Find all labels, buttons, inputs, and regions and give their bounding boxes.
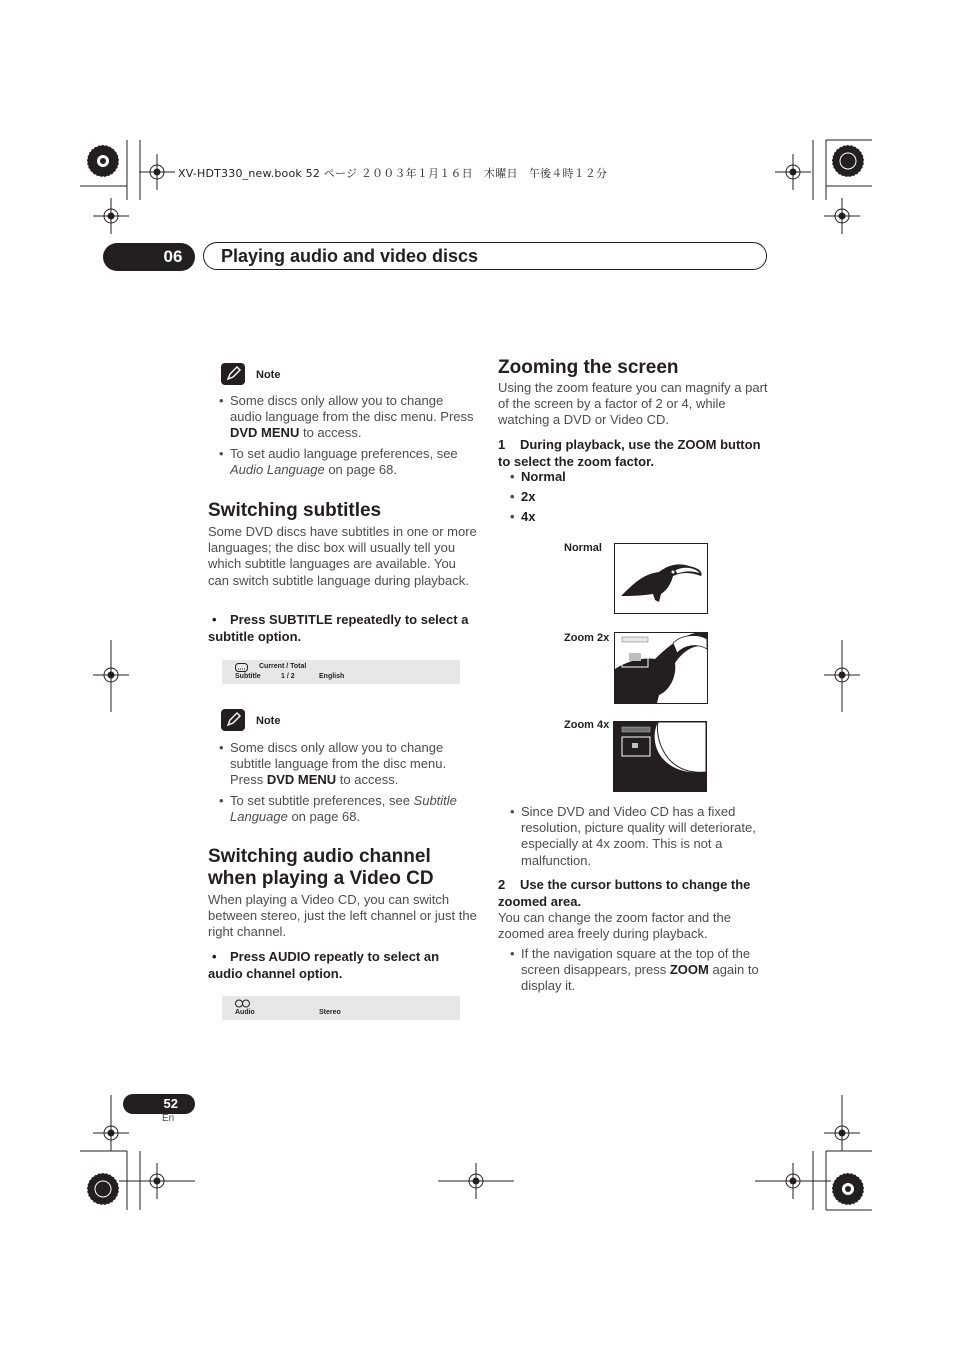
figure-label: Zoom 4x xyxy=(564,719,610,731)
step-instruction: • Press AUDIO repeatly to select an audio channel option. xyxy=(208,949,440,981)
note-list xyxy=(208,740,474,829)
zoom-tip-item: • If the navigation square at the top of the screen disappears, press ZOOM again to display it. xyxy=(499,946,769,995)
osd-value: English xyxy=(319,673,345,680)
zoom-factor-item: • Normal xyxy=(499,469,699,486)
note-label: Note xyxy=(256,715,281,727)
osd-label: Audio xyxy=(235,1009,255,1016)
note-pencil-icon xyxy=(221,709,245,731)
chapter-title: Playing audio and video discs xyxy=(221,246,479,266)
osd-label: Subtitle xyxy=(235,673,261,680)
zoom-factor-list xyxy=(499,469,699,529)
osd-value: Stereo xyxy=(319,1009,341,1016)
figure-label: Zoom 2x xyxy=(564,632,610,644)
zoom-note-item: • Since DVD and Video CD has a fixed resolution, picture quality will deteriorate, especially at 4x zoom. This is not a malfunction. xyxy=(499,804,769,869)
print-slug: XV-HDT330_new.book 52 ページ ２００３年１月１６日 木曜日 午後４時１２分 xyxy=(178,167,608,180)
note-pencil-icon xyxy=(221,363,245,385)
note-item: • To set subtitle preferences, see Subtitle Language on page 68. xyxy=(208,793,474,825)
section-body: You can change the zoom factor and the zoomed area freely during playback. xyxy=(498,910,731,942)
note-item: • Some discs only allow you to change audio language from the disc menu. Press DVD MENU to access. xyxy=(208,393,474,442)
page-language: En xyxy=(162,1113,175,1124)
step-instruction: 2 Use the cursor buttons to change the zoomed area. xyxy=(498,877,751,909)
osd-count: 1 / 2 xyxy=(281,673,295,680)
chapter-number-tab: 06 xyxy=(103,243,195,271)
step-instruction: • Press SUBTITLE repeatedly to select a subtitle option. xyxy=(208,612,469,644)
zoom-tip-list xyxy=(499,946,769,999)
note-list xyxy=(208,393,474,482)
osd-audio-display xyxy=(222,996,460,1020)
note-item: • Some discs only allow you to change subtitle language from the disc menu. Press DVD MENU to access. xyxy=(208,740,474,789)
step-instruction: 1 During playback, use the ZOOM button to select the zoom factor. xyxy=(498,437,761,469)
zoom-factor-item: • 4x xyxy=(499,509,699,526)
figure-label: Normal xyxy=(564,542,602,554)
section-heading: Switching subtitles xyxy=(208,500,382,521)
registration-starburst-icon xyxy=(87,145,864,1205)
note-label: Note xyxy=(256,369,281,381)
zoom-note-list xyxy=(499,804,769,873)
page-number: 52 xyxy=(123,1094,195,1114)
toucan-zoom4x-image xyxy=(613,721,707,792)
toucan-normal-image xyxy=(614,543,708,614)
section-heading: Switching audio channel when playing a Video CD xyxy=(208,846,434,889)
section-heading: Zooming the screen xyxy=(498,357,679,378)
zoom-factor-item: • 2x xyxy=(499,489,699,506)
registration-crosshair-icon xyxy=(93,154,860,1199)
osd-header: Current / Total xyxy=(259,663,307,670)
section-body: Using the zoom feature you can magnify a part of the screen by a factor of 2 or 4, while watching a DVD or Video CD. xyxy=(498,380,768,428)
osd-subtitle-display xyxy=(222,660,460,684)
note-item: • To set audio language preferences, see Audio Language on page 68. xyxy=(208,446,474,478)
subtitle-icon xyxy=(235,663,248,672)
section-body: When playing a Video CD, you can switch between stereo, just the left channel or just the right channel. xyxy=(208,892,477,940)
section-body: Some DVD discs have subtitles in one or more languages; the disc box will usually tell you which subtitle languages are available. You can switch subtitle language during playback. xyxy=(208,524,477,588)
toucan-zoom2x-image xyxy=(614,632,708,704)
audio-icon xyxy=(235,999,250,1008)
